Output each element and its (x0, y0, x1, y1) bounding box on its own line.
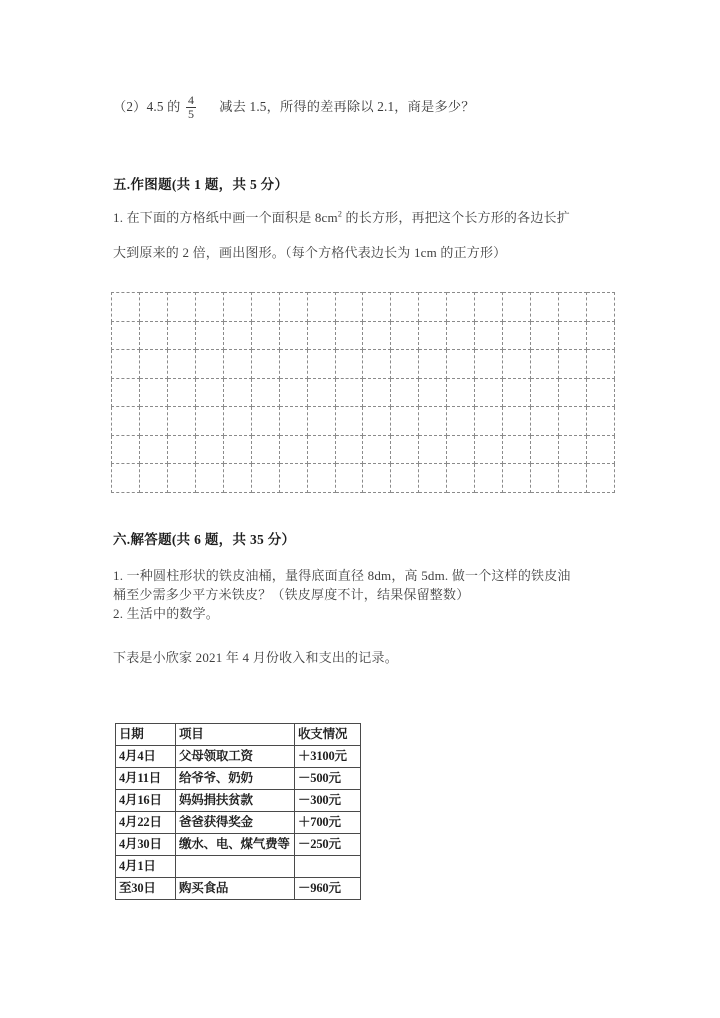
grid-cell[interactable] (167, 407, 195, 436)
question-2-line (113, 95, 475, 121)
grid-cell[interactable] (167, 464, 195, 493)
grid-cell[interactable] (223, 321, 251, 350)
grid-cell[interactable] (475, 464, 503, 493)
problem-line1-text: 1. 在下面的方格纸中画一个面积是 8cm (113, 210, 338, 225)
grid-cell[interactable] (251, 407, 279, 436)
income-expense-table (115, 723, 361, 900)
grid-cell[interactable] (447, 350, 475, 379)
problem-line1-tail: 的长方形，再把这个长方形的各边长扩 (342, 210, 570, 225)
grid-cell[interactable] (586, 378, 614, 407)
section-five-problem-line1 (113, 208, 643, 228)
table-cell-amount: －500元 (295, 768, 361, 790)
grid-row (112, 435, 615, 464)
grid-cell[interactable] (335, 464, 363, 493)
grid-cell[interactable] (112, 407, 140, 436)
grid-cell[interactable] (223, 407, 251, 436)
grid-cell[interactable] (419, 378, 447, 407)
grid-cell[interactable] (419, 407, 447, 436)
grid-cell[interactable] (475, 293, 503, 322)
grid-cell[interactable] (223, 464, 251, 493)
grid-cell[interactable] (531, 407, 559, 436)
table-row (116, 878, 361, 900)
table-cell-date: 4月30日 (116, 834, 176, 856)
table-row (116, 790, 361, 812)
table-intro-text: 下表是小欣家 2021 年 4 月份收入和支出的记录。 (113, 650, 398, 665)
grid-cell[interactable] (279, 378, 307, 407)
grid-cell[interactable] (586, 321, 614, 350)
grid-cell[interactable] (139, 407, 167, 436)
grid-cell[interactable] (307, 407, 335, 436)
grid-cell[interactable] (531, 350, 559, 379)
table-cell-date: 4月1日 (116, 856, 176, 878)
grid-cell[interactable] (195, 293, 223, 322)
grid-cell[interactable] (335, 407, 363, 436)
table-cell-item (176, 856, 295, 878)
grid-cell[interactable] (167, 321, 195, 350)
table-row (116, 812, 361, 834)
table-row (116, 746, 361, 768)
grid-cell[interactable] (112, 293, 140, 322)
grid-cell[interactable] (223, 350, 251, 379)
grid-cell[interactable] (167, 293, 195, 322)
grid-cell[interactable] (586, 464, 614, 493)
section-five-heading: 五.作图题(共 1 题，共 5 分） (113, 177, 289, 192)
grid-cell[interactable] (475, 378, 503, 407)
table-cell-item: 父母领取工资 (176, 746, 295, 768)
grid-cell[interactable] (559, 293, 587, 322)
grid-cell[interactable] (363, 435, 391, 464)
grid-cell[interactable] (363, 293, 391, 322)
grid-cell[interactable] (447, 321, 475, 350)
grid-cell[interactable] (279, 350, 307, 379)
graph-paper-grid (111, 292, 615, 493)
grid-cell[interactable] (391, 321, 419, 350)
grid-cell[interactable] (586, 435, 614, 464)
grid-cell[interactable] (279, 407, 307, 436)
grid-cell[interactable] (503, 435, 531, 464)
table-cell-amount: ＋3100元 (295, 746, 361, 768)
grid-cell[interactable] (335, 435, 363, 464)
table-header-cell: 收支情况 (295, 724, 361, 746)
grid-cell[interactable] (503, 378, 531, 407)
table-cell-item: 缴水、电、煤气费等 (176, 834, 295, 856)
table-cell-amount: ＋700元 (295, 812, 361, 834)
grid-cell[interactable] (503, 407, 531, 436)
table-cell-date: 4月22日 (116, 812, 176, 834)
grid-cell[interactable] (391, 464, 419, 493)
grid-cell[interactable] (475, 321, 503, 350)
grid-cell[interactable] (251, 350, 279, 379)
grid-cell[interactable] (363, 350, 391, 379)
fraction-numerator: 4 (188, 93, 195, 107)
grid-cell[interactable] (586, 293, 614, 322)
grid-cell[interactable] (531, 378, 559, 407)
grid-cell[interactable] (223, 378, 251, 407)
square-superscript: 2 (337, 209, 343, 219)
grid-cell[interactable] (391, 350, 419, 379)
grid-row (112, 378, 615, 407)
section-six-problem2: 2. 生活中的数学。 (113, 606, 220, 621)
grid-cell[interactable] (307, 464, 335, 493)
table-cell-date: 4月11日 (116, 768, 176, 790)
grid-cell[interactable] (447, 378, 475, 407)
grid-row (112, 407, 615, 436)
grid-cell[interactable] (251, 378, 279, 407)
table-cell-item: 妈妈捐扶贫款 (176, 790, 295, 812)
grid-cell[interactable] (195, 407, 223, 436)
grid-cell[interactable] (559, 435, 587, 464)
grid-cell[interactable] (139, 293, 167, 322)
table-cell-amount (295, 856, 361, 878)
table-cell-item: 爸爸获得奖金 (176, 812, 295, 834)
table-cell-amount: －250元 (295, 834, 361, 856)
grid-cell[interactable] (559, 378, 587, 407)
grid-row (112, 293, 615, 322)
grid-cell[interactable] (559, 321, 587, 350)
grid-cell[interactable] (112, 464, 140, 493)
grid-cell[interactable] (251, 321, 279, 350)
table-header-cell: 日期 (116, 724, 176, 746)
fraction-four-fifths (186, 94, 196, 120)
section-five-problem-line2: 大到原来的 2 倍，画出图形。（每个方格代表边长为 1cm 的正方形） (113, 245, 507, 260)
grid-cell[interactable] (195, 378, 223, 407)
grid-cell[interactable] (559, 350, 587, 379)
table-row (116, 834, 361, 856)
table-cell-item: 给爷爷、奶奶 (176, 768, 295, 790)
grid-cell[interactable] (363, 378, 391, 407)
grid-cell[interactable] (586, 350, 614, 379)
grid-cell[interactable] (223, 435, 251, 464)
grid-cell[interactable] (167, 435, 195, 464)
grid-cell[interactable] (503, 321, 531, 350)
grid-cell[interactable] (419, 350, 447, 379)
grid-cell[interactable] (335, 293, 363, 322)
grid-cell[interactable] (419, 435, 447, 464)
grid-cell[interactable] (139, 321, 167, 350)
grid-cell[interactable] (223, 293, 251, 322)
grid-row (112, 350, 615, 379)
table-cell-item: 购买食品 (176, 878, 295, 900)
grid-cell[interactable] (531, 293, 559, 322)
grid-cell[interactable] (195, 435, 223, 464)
table-cell-amount: －960元 (295, 878, 361, 900)
grid-cell[interactable] (335, 350, 363, 379)
grid-cell[interactable] (279, 321, 307, 350)
section-six-problem1-line1: 1. 一种圆柱形状的铁皮油桶，量得底面直径 8dm，高 5dm. 做一个这样的铁皮油 (113, 568, 571, 583)
grid-cell[interactable] (195, 321, 223, 350)
question-2-prefix: （2）4.5 的 (113, 99, 181, 115)
grid-cell[interactable] (307, 378, 335, 407)
grid-cell[interactable] (503, 350, 531, 379)
grid-cell[interactable] (531, 321, 559, 350)
table-header-cell: 项目 (176, 724, 295, 746)
fraction-denominator: 5 (188, 106, 195, 121)
table-row (116, 856, 361, 878)
grid-cell[interactable] (139, 435, 167, 464)
grid-cell[interactable] (279, 435, 307, 464)
table-cell-amount: －300元 (295, 790, 361, 812)
grid-cell[interactable] (559, 464, 587, 493)
section-six-heading: 六.解答题(共 6 题，共 35 分） (113, 532, 296, 547)
grid-cell[interactable] (475, 435, 503, 464)
grid-cell[interactable] (139, 350, 167, 379)
grid-cell[interactable] (391, 407, 419, 436)
grid-cell[interactable] (363, 464, 391, 493)
grid-cell[interactable] (503, 464, 531, 493)
grid-cell[interactable] (251, 464, 279, 493)
grid-cell[interactable] (391, 293, 419, 322)
grid-cell[interactable] (279, 464, 307, 493)
grid-cell[interactable] (167, 378, 195, 407)
grid-cell[interactable] (586, 407, 614, 436)
grid-cell[interactable] (195, 464, 223, 493)
grid-row (112, 321, 615, 350)
grid-row (112, 464, 615, 493)
grid-cell[interactable] (307, 293, 335, 322)
grid-cell[interactable] (419, 464, 447, 493)
grid-cell[interactable] (307, 350, 335, 379)
grid-cell[interactable] (447, 293, 475, 322)
grid-cell[interactable] (447, 435, 475, 464)
table-header-row (116, 724, 361, 746)
question-2-suffix: 减去 1.5，所得的差再除以 2.1，商是多少？ (219, 99, 475, 115)
grid-cell[interactable] (195, 350, 223, 379)
grid-table (111, 292, 615, 493)
grid-cell[interactable] (139, 378, 167, 407)
grid-cell[interactable] (391, 378, 419, 407)
grid-cell[interactable] (559, 407, 587, 436)
grid-cell[interactable] (419, 293, 447, 322)
grid-cell[interactable] (363, 321, 391, 350)
section-six-problem1-line2: 桶至少需多少平方米铁皮？（铁皮厚度不计，结果保留整数） (113, 587, 470, 602)
table-cell-date: 4月4日 (116, 746, 176, 768)
grid-cell[interactable] (335, 321, 363, 350)
grid-cell[interactable] (531, 435, 559, 464)
grid-cell[interactable] (391, 435, 419, 464)
grid-cell[interactable] (112, 378, 140, 407)
grid-cell[interactable] (307, 435, 335, 464)
grid-cell[interactable] (447, 407, 475, 436)
grid-cell[interactable] (475, 407, 503, 436)
grid-cell[interactable] (307, 321, 335, 350)
table-row (116, 768, 361, 790)
grid-cell[interactable] (531, 464, 559, 493)
table-cell-date: 4月16日 (116, 790, 176, 812)
grid-cell[interactable] (251, 435, 279, 464)
grid-cell[interactable] (112, 350, 140, 379)
grid-cell[interactable] (447, 464, 475, 493)
grid-cell[interactable] (503, 293, 531, 322)
grid-cell[interactable] (167, 350, 195, 379)
grid-cell[interactable] (475, 350, 503, 379)
table-cell-date: 至30日 (116, 878, 176, 900)
grid-cell[interactable] (279, 293, 307, 322)
grid-cell[interactable] (251, 293, 279, 322)
grid-cell[interactable] (112, 435, 140, 464)
grid-cell[interactable] (139, 464, 167, 493)
grid-cell[interactable] (335, 378, 363, 407)
grid-cell[interactable] (363, 407, 391, 436)
grid-cell[interactable] (112, 321, 140, 350)
grid-cell[interactable] (419, 321, 447, 350)
